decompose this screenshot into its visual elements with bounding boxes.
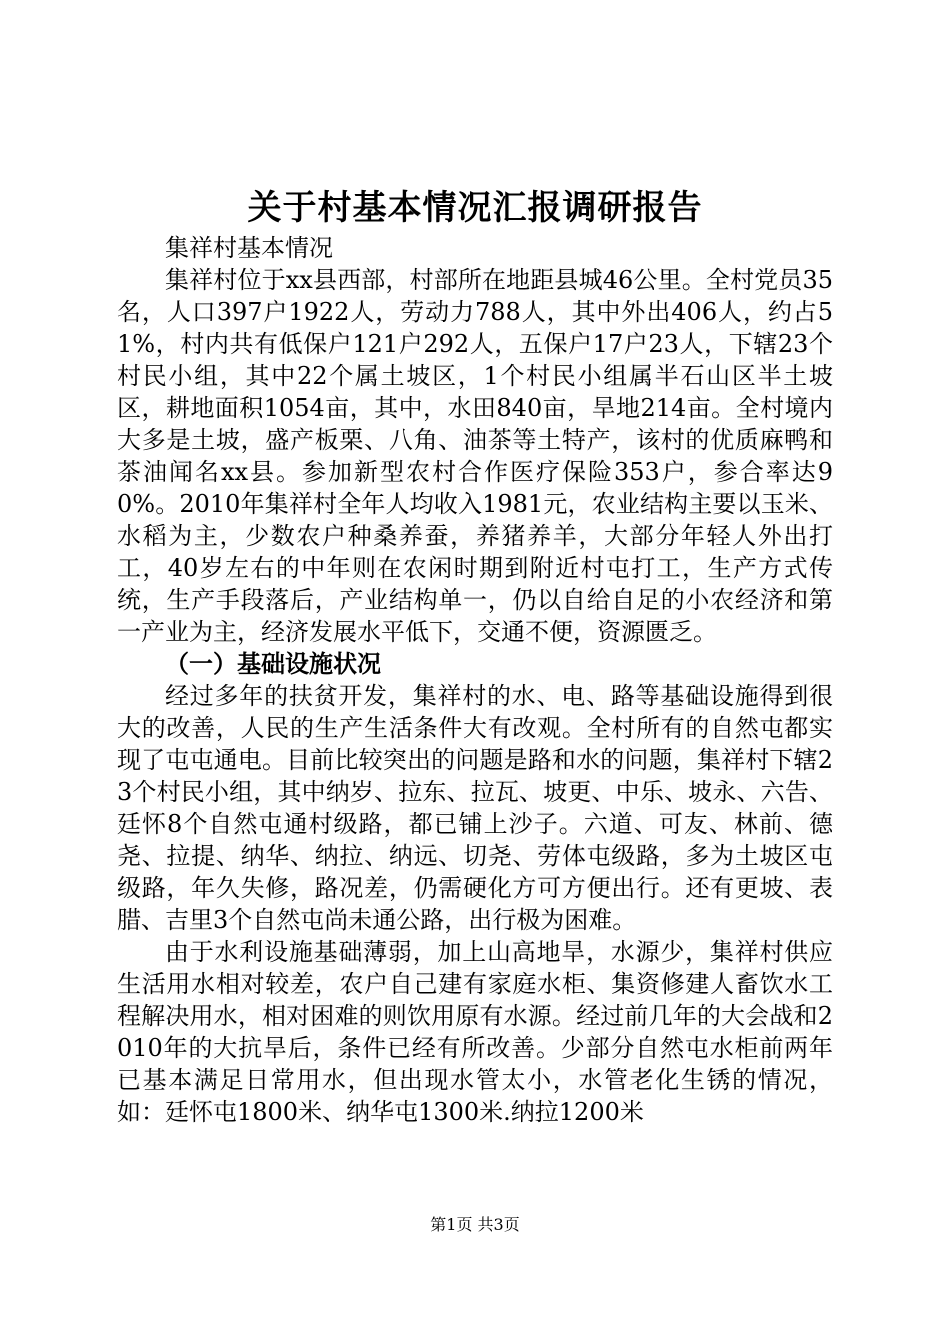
document-title: 关于村基本情况汇报调研报告 bbox=[247, 188, 703, 228]
paragraph-infrastructure-water: 由于水利设施基础薄弱，加上山高地旱，水源少，集祥村供应生活用水相对较差，农户自己建有家庭水柜、集资修建人畜饮水工程解决用水，相对困难的则饮用原有水源。经过前几年的大会战和2010年的大抗旱后，条件已经有所改善。少部分自然屯水柜前两年已基本满足日常用水，但出现水管太小，水管老化生锈的情况，如：廷怀屯1800米、纳华屯1300米.纳拉1200米 bbox=[117, 938, 833, 1126]
section-heading-village-overview: 集祥村基本情况 bbox=[165, 234, 333, 262]
document-body bbox=[117, 232, 833, 1128]
page-number-footer: 第1页 共3页 bbox=[430, 1215, 520, 1234]
paragraph-infrastructure-roads: 经过多年的扶贫开发，集祥村的水、电、路等基础设施得到很大的改善，人民的生产生活条件大有改观。全村所有的自然屯都实现了屯屯通电。目前比较突出的问题是路和水的问题，集祥村下辖23个村民小组，其中纳岁、拉东、拉瓦、坡更、中乐、坡永、六告、廷怀8个自然屯通村级路，都已铺上沙子。六道、可友、林前、德尧、拉提、纳华、纳拉、纳远、切尧、劳体屯级路，多为土坡区屯级路，年久失修，路况差，仍需硬化方可方便出行。还有更坡、表腊、吉里3个自然屯尚未通公路，出行极为困难。 bbox=[117, 682, 833, 934]
section-heading-infrastructure: （一）基础设施状况 bbox=[165, 649, 381, 678]
paragraph-village-overview: 集祥村位于xx县西部，村部所在地距县城46公里。全村党员35名，人口397户1922人，劳动力788人，其中外出406人，约占51%，村内共有低保户121户292人，五保户17户23人，下辖23个村民小组，其中22个属土坡区，1个村民小组属半石山区半土坡区，耕地面积1054亩，其中，水田840亩，旱地214亩。全村境内大多是土坡，盛产板栗、八角、油茶等土特产，该村的优质麻鸭和茶油闻名xx县。参加新型农村合作医疗保险353户，参合率达90%。2010年集祥村全年人均收入1981元，农业结构主要以玉米、水稻为主，少数农户种桑养蚕，养猪养羊，大部分年轻人外出打工，40岁左右的中年则在农闲时期到附近村屯打工，生产方式传统，生产手段落后，产业结构单一，仍以自给自足的小农经济和第一产业为主，经济发展水平低下，交通不便，资源匮乏。 bbox=[117, 266, 833, 646]
